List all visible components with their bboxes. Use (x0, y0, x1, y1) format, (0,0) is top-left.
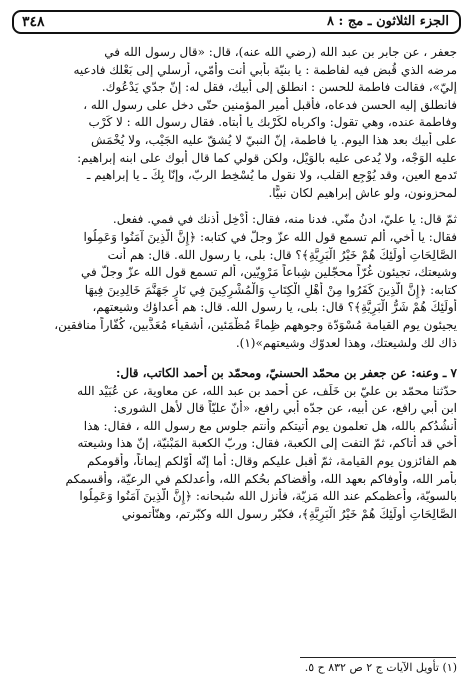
text-line: وشيعتك، تجيئون غُرّاً محجّلين شِباعاً مَرْوِيّين، ألم تسمع قول الله عزّ وجلّ في (80, 265, 457, 280)
text-line: بأمر الله، وأوفاكم بعهد الله، وأقضاكم بحُكم الله، وأعدلكم في الرعيّة، وأقسمكم (65, 471, 457, 486)
text-line: حدّثنا محمّد بن عليّ بن خَلَف، عن أحمد بن عبد الله، عن معاوية، عن عُبَيْد الله (77, 383, 457, 398)
text-line: جعفر ، عن جابر بن عبد الله (رضي الله عنه)، قال: «قال رسول الله في (104, 45, 457, 59)
text-line: وفاطمة عنده، وهي تقول: واكرباه لكَرْبك يا أبتاه. فقال رسول الله : لا كَرْب (88, 115, 457, 130)
text-line: لمحزونون، ولو عاش إبراهيم لكان نبيًّا. (268, 185, 457, 200)
hadith-heading-line: ٧ ـ وعنه: عن جعفر بن محمّد الحسنيّ، ومحمّد بن أحمد الكاتب، قال: (115, 366, 457, 381)
text-line: فانطلق إليه الحسن فدعاه، فأقبل أمير المؤمنين حتّى دخل على رسول الله ، (83, 97, 457, 112)
footnote-divider (300, 657, 456, 658)
text-line: فقال: يا أخي، ألم تسمع قول الله عزّ وجلّ في كتابه: ﴿إِنَّ الَّذِينَ آمَنُوا وَعَمِلُوا (83, 229, 457, 244)
text-line: بالسويّة، وأعظمكم عند الله مَزيّة، فأنزل الله سُبحانه: ﴿إِنَّ الَّذِينَ آمَنُوا وَعَمِلُوا (79, 489, 457, 504)
running-title: الجزء الثلاثون ـ مج : ٨ (327, 14, 449, 29)
text-line: هم الفائزون يوم القيامة، ثمّ أقبل عليكم وقال: أما إنّه أوّلكم إيماناً، وأقومكم (86, 454, 457, 469)
paragraph-gap (16, 202, 457, 211)
text-line: تَدمع العين، وقد يُوْجِع القلب، ولا نقول ما يُسْخِط الربّ، وإنّا بِكَ ـ يا إبراهيم ـ (86, 168, 457, 183)
paragraph-gap (16, 352, 457, 365)
paragraph-3 (16, 365, 457, 523)
text-line: على أبيك بعد هذا اليوم. يا فاطمة، إنّ النبيّ لا يُشقّ عليه الجَيْب، ولا يُخْمَش (90, 132, 457, 147)
paragraph-1 (16, 44, 457, 202)
main-text (16, 44, 457, 523)
text-line: الصَّالِحَاتِ أُولَئِكَ هُمْ خَيْرُ الْبَرِيَّةِ﴾، فكبّر رسول الله وكبّرتم، وهنّأتموني (121, 506, 457, 521)
running-header (12, 10, 461, 34)
text-line: عليه الوَجْه، ولا يُدعى عليه بالوَيْل، ولكن قولي كما قال أبوك على ابنه إبراهيم: (77, 150, 457, 165)
text-line: كتابه: ﴿إِنَّ الَّذِينَ كَفَرُوا مِنْ أَهْلِ الْكِتَابِ وَالْمُشْرِكِينَ فِي نَارِ جَهَنَّمَ خَالِدِينَ فِيهَا (84, 282, 457, 297)
text-line: ذاك لك ولشيعتك، وهذا لعدوّك وشيعتهم»(١). (235, 335, 457, 350)
footnote: (١) تأويل الآيات ج ٢ ص ٨٣٢ ح ٥. (304, 661, 457, 674)
text-line: أخي قد أتاكم، ثمّ التفت إلى الكعبة، فقال: وربّ الكعبة المَبْنيّة، إنّ هذا وشيعته (77, 436, 457, 451)
text-line: الصَّالِحَاتِ أُولَئِكَ هُمْ خَيْرُ الْبَرِيَّةِ﴾؟ قال: بلى، يا رسول الله. قال: هم أنت (107, 247, 457, 262)
text-line: يجيئون يوم القيامة مُسْوَدّة وجوههم ظِماءً مُظْمَئين، أشقياء مُعَذَّبين، كُفّاراً منافقين، (54, 317, 457, 332)
text-line: ابن أبي رافع، عن أبيه، عن جدّه أبي رافع، «أنّ عليّاً قال لأهل الشورى: (113, 401, 457, 416)
text-line: إليّ»، فقالت فاطمة للحسن : انطلق إلى أبيك، فقل له: إنّ جدّي يَدْعُوك. (101, 80, 457, 95)
paragraph-2 (16, 211, 457, 352)
text-line: أنشُدُكم بالله، هل تعلمون يوم أتيتكم وأنتم جلوس مع رسول الله ، فقال: هذا (83, 418, 457, 433)
text-line: ثمّ قال: يا عليّ، ادنُ منّي. فدنا منه، فقال: أَدْخِل أذنك في فمي. ففعل. (112, 212, 457, 227)
page-number: ٣٤٨ (22, 14, 45, 30)
text-line: مرضه الذي قُبض فيه لفاطمة : يا بنيّة بأبي أنت وأمّي، أرسلي إلى بَعْلك فادعيه (73, 62, 457, 77)
text-line: أُولَئِكَ هُمْ شَرُّ الْبَرِيَّةِ﴾؟ قال: بلى، يا رسول الله. قال: هم أعداؤك وشيعتهم، (92, 300, 457, 315)
